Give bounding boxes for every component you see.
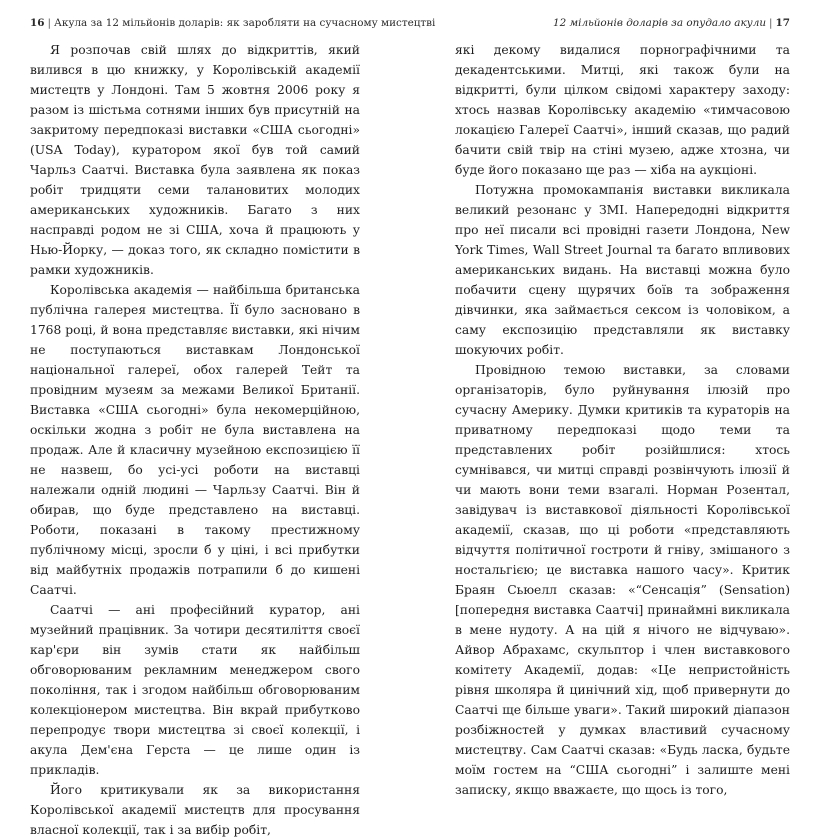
left-header-separator: | — [47, 17, 51, 29]
left-page-number: 16 — [30, 17, 45, 29]
paragraph: Саатчі — ані професійний куратор, ані музейний працівник. За чотири десятиліття своєї кар'єри він зумів стати як найбільш обговорюваним рекламним менеджером свого покоління, так і згодом найбільш обговорюваним колекціонером мистецтва. Він вкрай прибутково перепродує твори мистецтва зі своєї колекції, і акула Дем'єна Герста — це лише один із прикладів. — [30, 603, 360, 777]
paragraph: Його критикували як за використання Королівської академії мистецтв для просування власної колекції, так і за вибір робіт, — [30, 783, 360, 837]
right-running-title: 12 мільйонів доларів за опудало акули — [553, 17, 767, 29]
right-running-head — [455, 16, 790, 30]
paragraph: Потужна промокампанія виставки викликала великий резонанс у ЗМІ. Напередодні відкриття про неї писали всі провідні газети Лондона, New York Times, Wall Street Journal та багато впливових американських видань. На виставці можна було побачити сцену щурячих боїв та зображення дівчинки, яка займається сексом із чоловіком, а саму експозицію представляли як виставку шокуючих робіт. — [455, 183, 790, 357]
left-running-head — [30, 16, 436, 30]
right-page — [455, 0, 790, 797]
paragraph: Провідною темою виставки, за словами організаторів, було руйнування ілюзій про сучасну Америку. Думки критиків та кураторів на приватному передпоказі щодо теми та представлених робіт розійшлися: хтось сумнівався, чи митці справді розвінчують ілюзії й чи мають вони теми взагалі. Норман Розентал, завідувач із виставкової діяльності Королівської академії, сказав, що ці роботи «представляють відчуття політичної гостроти й гніву, змішаного з ностальгією; це виставка нашого часу». Критик Браян Сьюелл сказав: «“Сенсація” (Sensation) [попередня виставка Саатчі] принаймні викликала в мене нудоту. А на цій я нічого не відчуваю». Айвор Абрахамс, скульптор і член виставкового комітету Академії, додав: «Це непристойність рівня школяра й цинічний хід, щоб привернути до Саатчі ще більше уваги». Такий широкий діапазон розбіжностей у думках властивий сучасному мистецтву. Сам Саатчі сказав: «Будь ласка, будьте моїм гостем на “США сьогодні” і залиште мені записку, якщо вважаєте, що щось із того, — [455, 363, 790, 797]
right-body-text — [455, 40, 790, 800]
right-page-number: 17 — [775, 17, 790, 29]
paragraph: Я розпочав свій шлях до відкриттів, який вилився в цю книжку, у Королівській академії мистецтв у Лондоні. Там 5 жовтня 2006 року я разом із шістьма сотнями інших був присутній на закритому передпоказі виставки «США сьогодні» (USA Today), куратором якої був той самий Чарльз Саатчі. Виставка була заявлена як показ робіт тридцяти семи талановитих молодих американських художників. Багато з них насправді родом не зі США, хоча й працюють у Нью-Йорку, — доказ того, як складно помістити в рамки художників. — [30, 43, 360, 277]
left-body-text — [30, 40, 360, 840]
paragraph: Королівська академія — найбільша британська публічна галерея мистецтва. Її було засновано в 1768 році, й вона представляє виставки, які нічим не поступаються виставкам Лондонської національної галереї, обох галерей Тейт та провідним музеям за межами Великої Британії. Виставка «США сьогодні» була некомерційною, оскільки жодна з робіт не була виставлена на продаж. Але й класичну музейною експозицією її не назвеш, бо усі-усі роботи на виставці належали одній людині — Чарльзу Саатчі. Він й обирав, що буде представлено на виставці. Роботи, показані в такому престижному публічному місці, зросли б у ціні, і всі прибутки від майбутніх продажів потрапили б до кишені Саатчі. — [30, 283, 360, 597]
left-page — [30, 0, 436, 837]
left-running-title: Акула за 12 мільйонів доларів: як заробляти на сучасному мистецтві — [53, 17, 436, 29]
right-header-separator: | — [769, 17, 773, 29]
paragraph-continuation: які декому видалися порнографічними та декадентськими. Митці, які також були на відкритті, були цілком свідомі характеру заходу: хтось назвав Королівську академію «тимчасовою локацією Галереї Саатчі», інший сказав, що радий бачити свій твір на стіні музею, адже хтозна, чи буде його показано ще раз — хіба на аукціоні. — [455, 43, 790, 177]
